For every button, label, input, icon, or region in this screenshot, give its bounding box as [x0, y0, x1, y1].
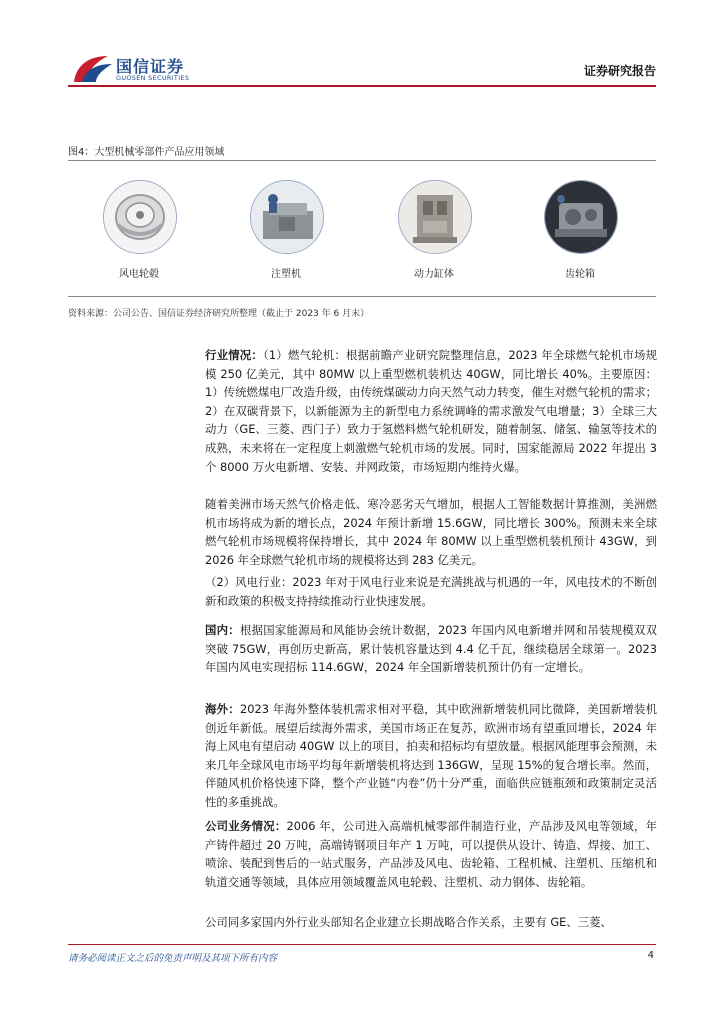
figure-caption-injection-machine: 注塑机 [271, 269, 301, 280]
figure-caption-gearbox: 齿轮箱 [565, 269, 595, 280]
company-logo [70, 52, 210, 86]
paragraph-domestic [205, 621, 657, 677]
paragraph-lead: 国内： [205, 623, 240, 637]
logo-icon [70, 52, 114, 86]
figure-caption-wind-hub: 风电轮毂 [119, 269, 159, 280]
paragraph-text: 2023 年海外整体装机需求相对平稳，其中欧洲新增装机同比微降，美国新增装机创近年新低。展望后续海外需求，美国市场正在复苏，欧洲市场有望重回增长，2024 年海上风电有望启动 40GW 以上的项目，拍卖和招标均有望放量。根据风能理事会预测，未来几年全球风电市场平均每年新增装机将达到 136GW，呈现 15%的复合增长率。然而，伴随风机价格快速下降，整个产业链“内卷”仍十分严重，面临供应链瓶颈和政策制定灵活性的多重挑战。 [205, 702, 657, 809]
figure-image-power-cylinder [398, 180, 472, 254]
figure-image-wind-hub [103, 180, 177, 254]
logo-name-cn: 国信证券 [116, 57, 185, 76]
paragraph-lead: 行业情况： [205, 348, 264, 362]
figure-title: 图4：大型机械零部件产品应用领域 [68, 147, 225, 158]
paragraph-text: （1）燃气轮机：根据前瞻产业研究院整理信息，2023 年全球燃气轮机市场规模 250 亿美元，其中 80MW 以上重型燃机装机达 40GW，同比增长 40%。主要原因：1）传统燃煤电厂改造升级，由传统煤碳动力向天然气动力转变，催生对燃气轮机的需求；2）在双碳背景下，以新能源为主的新型电力系统调峰的需求激发气电增量；3）全球三大动力（GE、三菱、西门子）致力于氢燃料燃气轮机研发，随着制氢、储氢、输氢等技术的成熟，未来将在一定程度上刺激燃气轮机市场的发展。同时，国家能源局 2022 年提出 3 个 8000 万火电新增、安装、并网政策，市场短期内维持火爆。 [205, 348, 657, 474]
paragraph-overseas [205, 700, 657, 812]
report-type-label: 证券研究报告 [583, 64, 656, 78]
paragraph-industry-gas-turbine [205, 346, 657, 476]
logo-name-en: GUOSEN SECURITIES [116, 74, 190, 82]
figure-caption-power-cylinder: 动力缸体 [414, 269, 454, 280]
figure-source: 资料来源：公司公告、国信证券经济研究所整理（截止于 2023 年 6 月末） [68, 309, 370, 319]
paragraph-company-business [205, 817, 657, 891]
paragraph-text: （2）风电行业：2023 年对于风电行业来说是充满挑战与机遇的一年，风电技术的不断创新和政策的积极支持持续推动行业快速发展。 [205, 575, 657, 608]
header-divider [68, 85, 656, 87]
footer-divider [68, 944, 656, 945]
page-number: 4 [647, 950, 654, 961]
footer-disclaimer: 请务必阅读正文之后的免责声明及其项下所有内容 [68, 953, 278, 964]
figure-image-injection-machine [250, 180, 324, 254]
paragraph-text: 2006 年，公司进入高端机械零部件制造行业，产品涉及风电等领域，年产铸件超过 20 万吨，高端铸钢项目年产 1 万吨，可以提供从设计、铸造、焊接、加工、喷涂、装配到售后的一站式服务，产品涉及风电、齿轮箱、工程机械、注塑机、压缩机和轨道交通等领域，具体应用领域覆盖风电轮毂、注塑机、动力钢体、齿轮箱。 [205, 819, 657, 889]
figure-bottom-rule [68, 296, 656, 297]
paragraph-lead: 公司业务情况： [205, 819, 287, 833]
paragraph-lead: 海外： [205, 702, 240, 716]
figure-image-gearbox [544, 180, 618, 254]
paragraph-text: 公司同多家国内外行业头部知名企业建立长期战略合作关系，主要有 GE、三菱、 [205, 915, 612, 929]
paragraph-wind-industry [205, 573, 657, 610]
figure-top-rule [68, 160, 656, 161]
paragraph-text: 根据国家能源局和风能协会统计数据，2023 年国内风电新增并网和吊装规模双双突破 75GW，再创历史新高，累计装机容量达到 4.4 亿千瓦，继续稳居全球第一。2023 年国内风电实现招标 114.6GW，2024 年全国新增装机预计仍有一定增长。 [205, 623, 657, 675]
paragraph-americas-market [205, 495, 657, 569]
paragraph-text: 随着美洲市场天然气价格走低、寒冷恶劣天气增加，根据人工智能数据计算推测，美洲燃机市场将成为新的增长点，2024 年预计新增 15.6GW，同比增长 300%。预测未来全球燃气轮机市场规模将保持增长，其中 2024 年 80MW 以上重型燃机装机预计 43GW，到 2026 年全球燃气轮机市场的规模将达到 283 亿美元。 [205, 497, 657, 567]
paragraph-partners [205, 913, 657, 932]
